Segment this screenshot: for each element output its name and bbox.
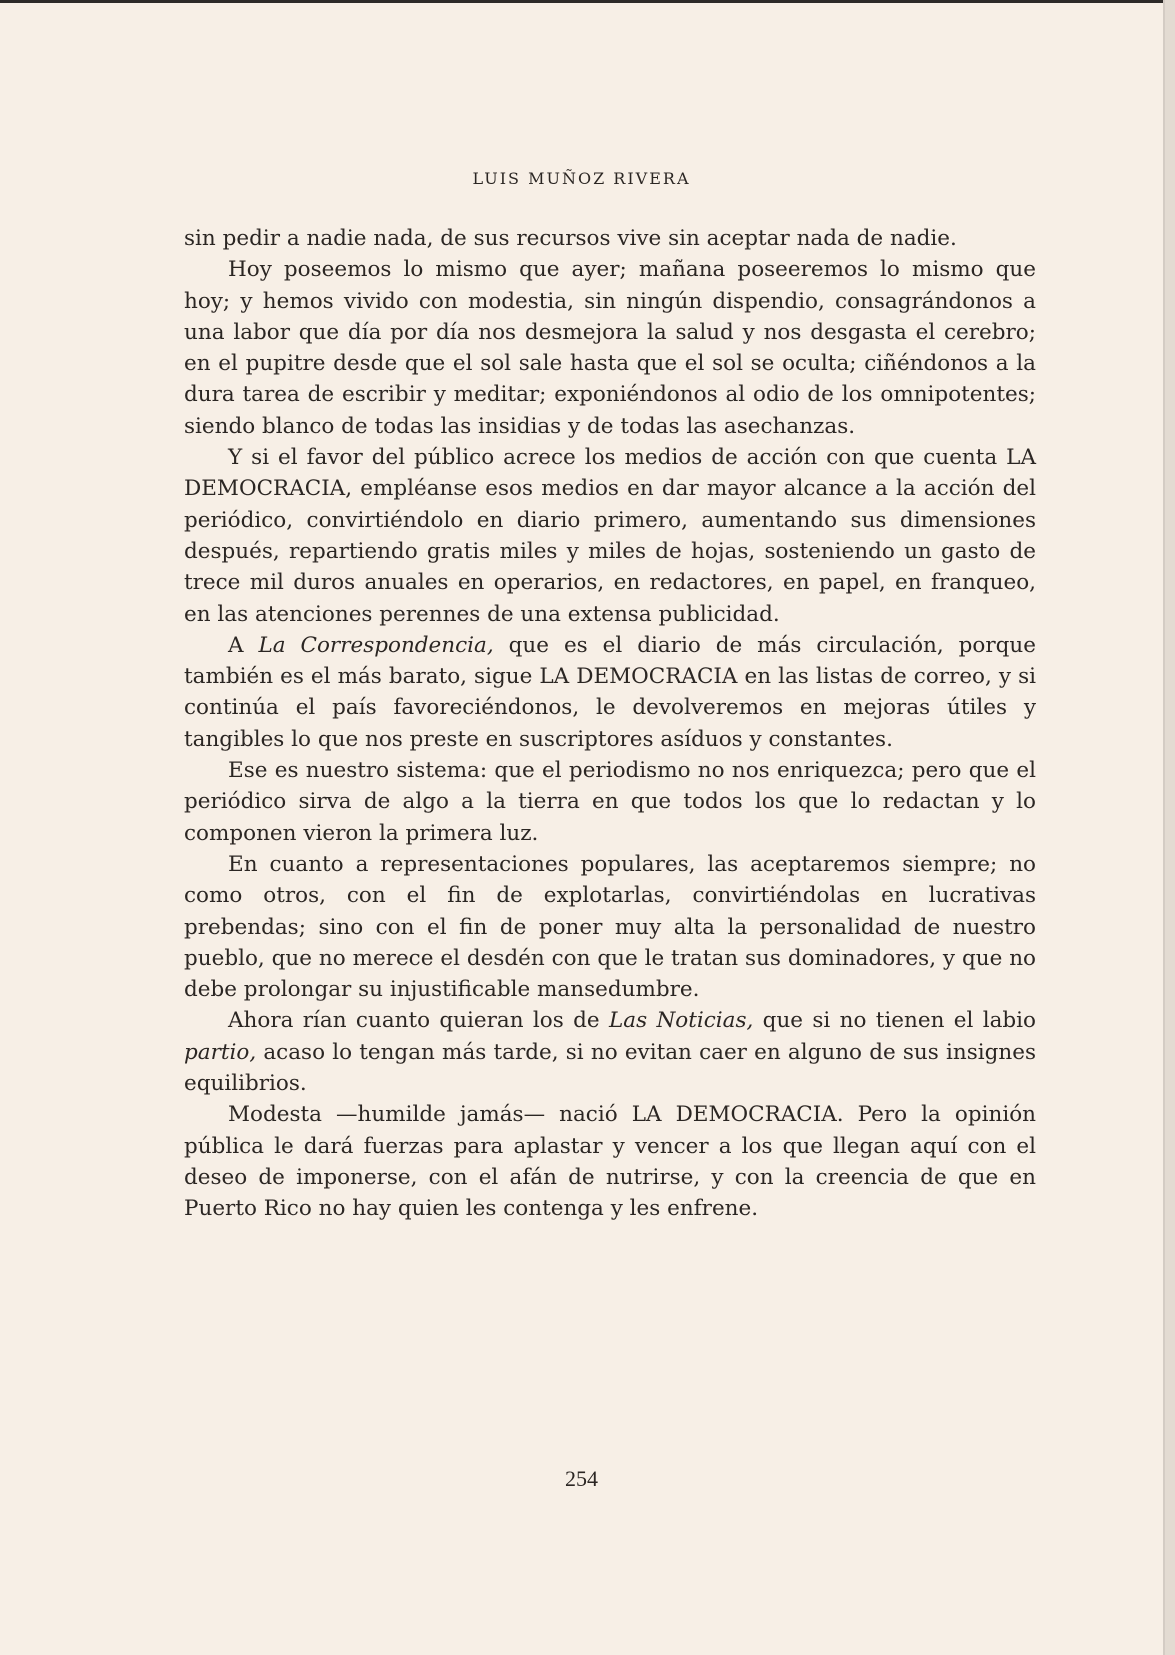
body-text [184,223,1036,1225]
page-edge [1163,0,1175,1655]
text-span: Ahora rían cuanto quieran los de [228,1008,609,1034]
paragraph [184,755,1036,849]
text-span: En cuanto a representaciones populares, las aceptaremos siempre; no como otros, con el fin de explotarlas, convirtiéndolas en lucrativas prebendas; sino con el fin de poner muy alta la personalidad de nuestro pueblo, que no merece el desdén con que le tratan sus dominadores, y que no debe prolongar su injustificable mansedumbre. [184,851,1036,1003]
paragraph [184,254,1036,442]
italic-title: Las Noticias, [608,1008,754,1034]
page-number: 254 [565,1466,598,1491]
text-span: Modesta —humilde jamás— nació LA DEMOCRACIA. Pero la opinión pública le dará fuerzas para aplastar y vencer a los que llegan aquí con el deseo de imponerse, con el afán de nutrirse, y con la creencia de que en Puerto Rico no hay quien les contenga y les enfrene. [184,1102,1036,1222]
text-span: Y si el favor del público acrece los medios de acción con que cuenta LA DEMOCRACIA, empléanse esos medios en dar mayor alcance a la acción del periódico, convirtiéndolo en diario primero, aumentando sus dimensiones después, repartiendo gratis miles y miles de hojas, sosteniendo un gasto de trece mil duros anuales en operarios, en redactores, en papel, en franqueo, en las atenciones perennes de una extensa publicidad. [184,445,1036,627]
italic-title: La Correspondencia, [258,632,494,658]
running-head: LUIS MUÑOZ RIVERA [472,169,691,188]
paragraph [184,630,1036,755]
paragraph [184,1005,1036,1099]
text-span: Hoy poseemos lo mismo que ayer; mañana poseeremos lo mismo que hoy; y hemos vivido con modestia, sin ningún dispendio, consagrándonos a una labor que día por día nos desmejora la salud y nos desgasta el cerebro; en el pupitre desde que el sol sale hasta que el sol se oculta; ciñéndonos a la dura tarea de escribir y meditar; exponiéndonos al odio de los omnipotentes; siendo blanco de todas las insidias y de todas las asechanzas. [184,257,1036,439]
text-span: que si no tienen el labio [753,1008,1036,1034]
paragraph [184,849,1036,1005]
paragraph [184,1099,1036,1224]
italic-word: partio, [184,1039,257,1065]
text-span: Ese es nuestro sistema: que el periodismo no nos enriquezca; pero que el periódico sirva de algo a la tierra en que todos los que lo redactan y lo componen vieron la primera luz. [184,758,1036,846]
text-span: acaso lo tengan más tarde, si no evitan caer en alguno de sus insignes equilibrios. [184,1039,1036,1097]
text-span: que es el diario de más circulación, porque también es el más barato, sigue LA DEMOCRACIA en las listas de correo, y si continúa el país favoreciéndonos, le devolveremos en mejoras útiles y tangibles lo que nos preste en suscriptores asíduos y constantes. [184,632,1036,752]
paragraph [184,442,1036,630]
paragraph-continuation [184,223,1036,254]
text-span: sin pedir a nadie nada, de sus recursos vive sin aceptar nada de nadie. [184,226,957,251]
text-span: A [228,632,259,658]
